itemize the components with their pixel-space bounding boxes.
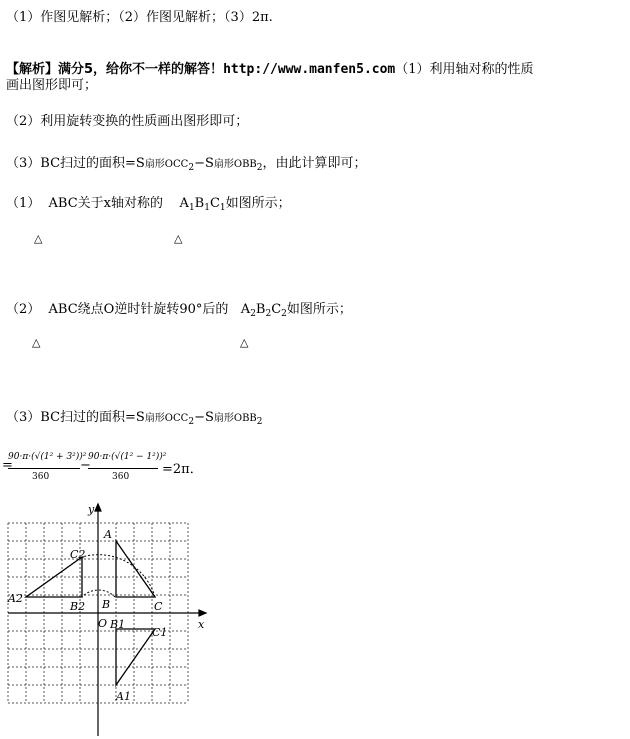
triangle-symbol-2a: △ [32, 336, 41, 349]
label-c: C [154, 600, 163, 613]
analysis-p3-minus: −S [194, 156, 214, 171]
answer-line [6, 10, 273, 26]
s2-b-sub: 2 [265, 309, 272, 319]
triangle-a1b1c1 [116, 629, 155, 685]
triangle-abc [116, 541, 155, 597]
site-link[interactable]: http://www.manfen5.com [223, 62, 396, 77]
s1-c-sub: 1 [219, 203, 226, 213]
s3-sub2-idx: 2 [256, 417, 263, 427]
analysis-p2: （2）利用旋转变换的性质画出图形即可； [6, 114, 249, 129]
label-y: y [88, 503, 95, 516]
rotation-arcs [82, 555, 155, 597]
label-b1: B1 [110, 618, 126, 631]
analysis-p3-sub2-idx: 2 [256, 163, 263, 173]
s1-tail: 如图所示； [225, 196, 291, 211]
s3-sub2: 扇形OBB [213, 413, 257, 424]
label-c2: C2 [70, 548, 86, 561]
formula-num2: 90·π·(√(1² − 1²))² [88, 452, 167, 462]
formula-den2: 360 [112, 472, 130, 482]
s1-text: ABC关于x轴对称的 [48, 196, 164, 211]
analysis-line-2 [6, 78, 97, 94]
analysis-p3-head: （3）BC扫过的面积=S [6, 156, 145, 171]
s2-tail: 如图所示； [286, 302, 352, 317]
analysis-line-3 [6, 114, 248, 130]
label-b2: B2 [70, 600, 86, 613]
formula-den1: 360 [32, 472, 50, 482]
s2-head: （2） [6, 302, 41, 317]
formula-bar2 [88, 468, 158, 469]
triangle-symbol-1b: △ [174, 232, 183, 245]
s3-sub1: 扇形OCC [144, 413, 189, 424]
formula-bar1 [8, 468, 80, 469]
triangle-symbol-2b: △ [240, 336, 249, 349]
analysis-line-4 [6, 156, 367, 176]
formula-minus: − [80, 458, 91, 473]
formula-num1: 90·π·(√(1² + 3²))² [8, 452, 87, 462]
y-axis-arrow [95, 504, 101, 511]
s3-sub1-idx: 2 [188, 417, 195, 427]
analysis-p3-sub2: 扇形OBB [213, 159, 257, 170]
x-axis-arrow [199, 610, 206, 616]
s1-a-sub: 1 [188, 203, 195, 213]
label-a2: A2 [8, 592, 23, 605]
analysis-p1b: 画出图形即可； [6, 78, 98, 93]
s3-head: （3）BC扫过的面积=S [6, 410, 145, 425]
s1-head: （1） [6, 196, 41, 211]
coordinate-figure [0, 500, 215, 739]
formula-result: =2π． [162, 462, 203, 477]
analysis-p3-sub1-idx: 2 [188, 163, 195, 173]
arc-occ2 [82, 555, 155, 597]
s1-b: B [194, 196, 205, 211]
analysis-tag: 【解析】 [6, 62, 59, 77]
s2-a: A [240, 302, 251, 317]
solution-step-2 [6, 302, 352, 322]
solution-step-3 [6, 410, 263, 430]
triangle-symbol-1a: △ [34, 232, 43, 245]
solution-step-1 [6, 196, 291, 216]
label-a: A [104, 528, 112, 541]
label-o: O [98, 617, 108, 630]
analysis-p1a: （1）利用轴对称的性质 [395, 62, 534, 77]
s2-a-sub: 2 [250, 309, 256, 319]
s2-c: C [271, 302, 282, 317]
label-a1: A1 [116, 690, 131, 703]
s2-c-sub: 2 [281, 309, 287, 319]
analysis-p3-sub1: 扇形OCC [144, 159, 189, 170]
label-b: B [102, 598, 111, 611]
formula-eq: = [2, 458, 13, 473]
s1-b-sub: 1 [204, 203, 210, 213]
s1-a: A [179, 196, 189, 211]
s3-minus: −S [194, 410, 214, 425]
s2-b: B [255, 302, 266, 317]
s1-c: C [209, 196, 220, 211]
label-c1: C1 [152, 626, 168, 639]
answer-text: （1）作图见解析；（2）作图见解析；（3）2π. [6, 10, 273, 25]
s2-text: ABC绕点O逆时针旋转90°后的 [48, 302, 229, 317]
analysis-line-1 [6, 62, 534, 78]
brand-slogan: 满分5，给你不一样的解答！ [58, 62, 224, 77]
label-x: x [198, 618, 205, 631]
analysis-p3-tail: ，由此计算即可； [262, 156, 367, 171]
